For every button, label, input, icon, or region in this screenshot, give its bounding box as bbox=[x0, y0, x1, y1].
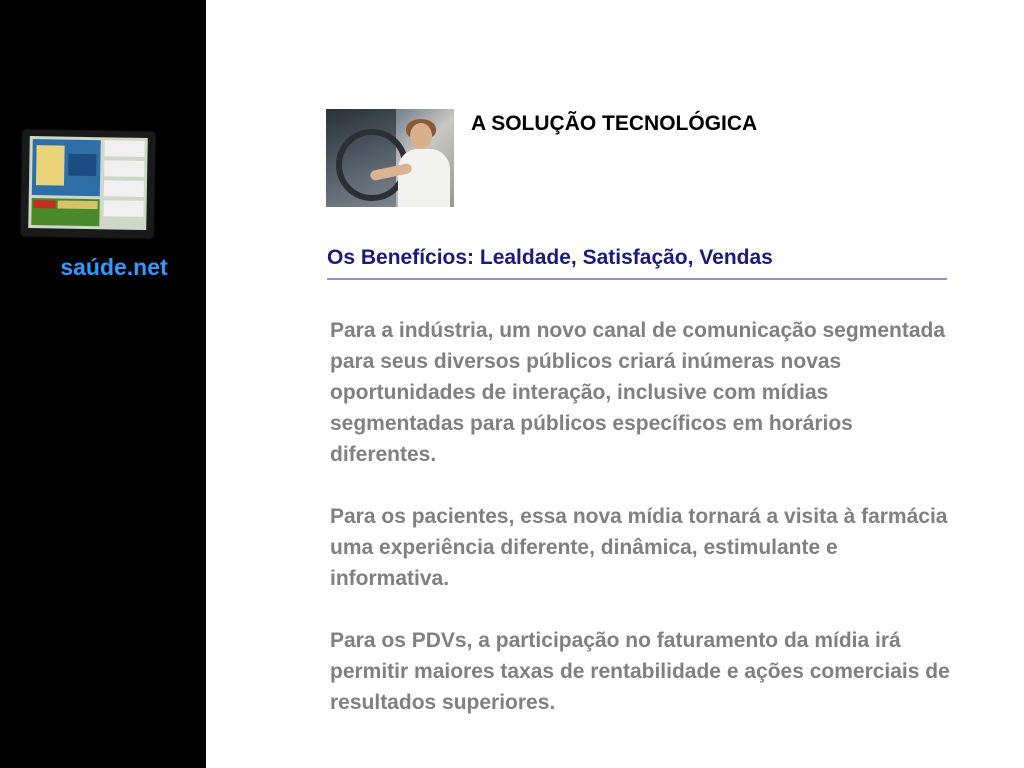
section-subtitle: Os Benefícios: Lealdade, Satisfação, Vendas bbox=[327, 246, 773, 269]
paragraph-patients: Para os pacientes, essa nova mídia tornará a visita à farmácia uma experiência diferente, dinâmica, estimulante e informativa. bbox=[330, 505, 948, 590]
paragraph-pdvs: Para os PDVs, a participação no faturamento da mídia irá permitir maiores taxas de rentabilidade e ações comerciais de resultados superiores. bbox=[330, 629, 950, 714]
paragraph-industry: Para a indústria, um novo canal de comunicação segmentada para seus diversos públicos criará inúmeras novas oportunidades de interação, inclusive com mídias segmentadas para públicos específicos em horários diferentes. bbox=[330, 319, 946, 466]
header-photo bbox=[326, 109, 454, 207]
divider bbox=[327, 278, 947, 280]
brand-name: saúde.net bbox=[60, 254, 168, 280]
slide-title: A SOLUÇÃO TECNOLÓGICA bbox=[471, 112, 758, 135]
sidebar bbox=[0, 0, 206, 768]
signage-screen-image bbox=[21, 130, 155, 238]
body-text bbox=[330, 315, 960, 749]
